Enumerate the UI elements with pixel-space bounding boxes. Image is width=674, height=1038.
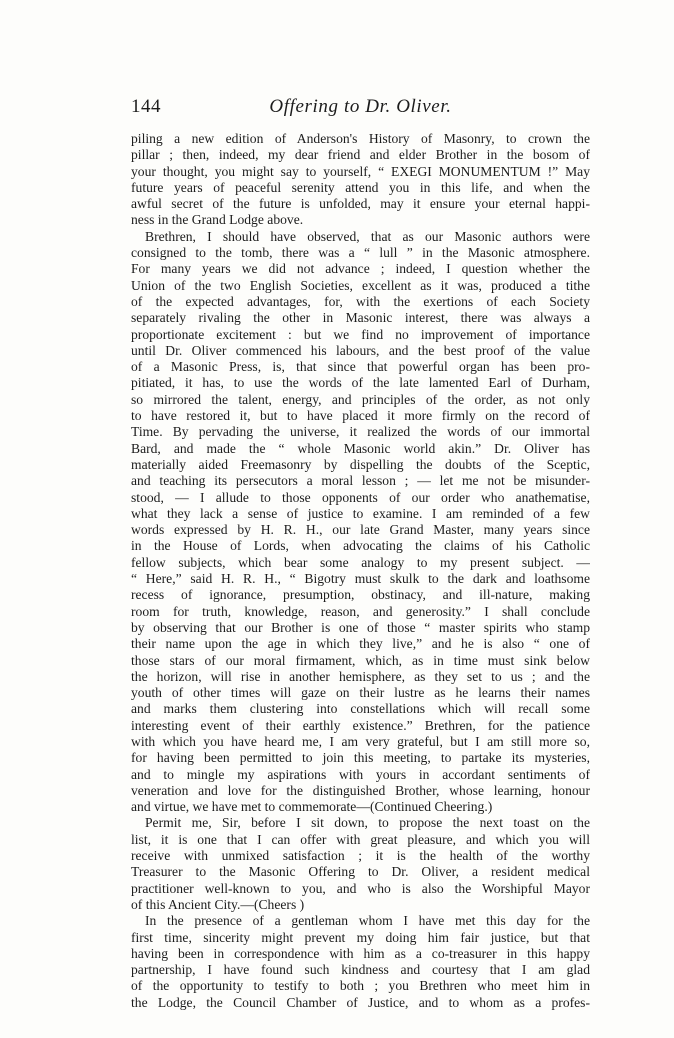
text-line: stood, — I allude to those opponents of our order who anathematise, [131,489,590,505]
text-line: Brethren, I should have observed, that as our Masonic authors were [145,228,590,244]
text-line: In the presence of a gentleman whom I have met this day for the [145,913,590,929]
body-text [131,131,590,1011]
text-line: the Lodge, the Council Chamber of Justice, and to whom as a profes- [131,994,590,1010]
text-line: awful secret of the future is unfolded, may it ensure your eternal happi- [131,196,590,212]
text-line: first time, sincerity might prevent my doing him fair justice, but that [131,929,590,945]
text-line: of the opportunity to testify to both ; you Brethren who meet him in [131,978,590,994]
text-line: the horizon, will rise in another hemisphere, as they set to us ; and the [131,668,590,684]
page-number: 144 [131,96,161,117]
text-line: and to mingle my aspirations with yours in accordant sentiments of [131,766,590,782]
text-line: their name upon the age in which they live,” and he is also “ one of [131,636,590,652]
text-line: Treasurer to the Masonic Offering to Dr. Oliver, a resident medical [131,864,590,880]
text-line: practitioner well-known to you, and who is also the Worshipful Mayor [131,880,590,896]
text-line: of this Ancient City.—(Cheers ) [131,896,305,912]
text-line: room for truth, knowledge, reason, and generosity.” I shall conclude [131,603,590,619]
text-line: for having been permitted to join this meeting, to partake its mysteries, [131,750,590,766]
text-line: future years of peaceful serenity attend you in this life, and when the [131,179,590,195]
text-line: and virtue, we have met to commemorate—(Continued Cheering.) [131,799,493,815]
text-line: interesting event of their earthly existence.” Brethren, for the patience [131,717,590,733]
text-line: consigned to the tomb, there was a “ lull ” in the Masonic atmosphere. [131,245,590,261]
text-line: Time. By pervading the universe, it realized the words of our immortal [131,424,590,440]
text-line: what they lack a sense of justice to examine. I am reminded of a few [131,505,590,521]
text-line: recess of ignorance, presumption, obstinacy, and ill-nature, making [131,587,590,603]
text-line: pillar ; then, indeed, my dear friend and elder Brother in the bosom of [131,147,590,163]
text-line: receive with unmixed satisfaction ; it is the health of the worthy [131,848,590,864]
text-line: youth of other times will gaze on their lustre as he learns their names [131,685,590,701]
text-line: separately rivaling the other in Masonic interest, there was always a [131,310,590,326]
text-line: your thought, you might say to yourself, “ EXEGI MONUMENTUM !” May [131,163,590,179]
text-line: until Dr. Oliver commenced his labours, and the best proof of the value [131,342,590,358]
text-line: veneration and love for the distinguished Brother, whose learning, honour [131,782,590,798]
text-line: fellow subjects, which bear some analogy to my present subject. — [131,554,590,570]
text-line: words expressed by H. R. H., our late Grand Master, many years since [131,522,590,538]
running-title: Offering to Dr. Oliver. [269,96,452,117]
text-line: having been in correspondence with him as a co-treasurer in this happy [131,945,590,961]
text-line: pitiated, it has, to use the words of the late lamented Earl of Durham, [131,375,590,391]
text-line: those stars of our moral firmament, which, as in time must sink below [131,652,590,668]
text-line: with which you have heard me, I am very grateful, but I am still more so, [131,733,590,749]
text-line: For many years we did not advance ; indeed, I question whether the [131,261,590,277]
running-head [131,96,590,124]
text-line: in the House of Lords, when advocating the claims of his Catholic [131,538,590,554]
text-line: so mirrored the talent, energy, and principles of the order, as not only [131,391,590,407]
text-line: of the expected advantages, for, with the exertions of each Society [131,293,590,309]
text-line: list, it is one that I can offer with great pleasure, and which you will [131,831,590,847]
text-line: ness in the Grand Lodge above. [131,212,304,228]
text-line: and teaching its persecutors a moral lesson ; — let me not be misunder- [131,473,590,489]
text-line: partnership, I have found such kindness and courtesy that I am glad [131,962,590,978]
text-line: Bard, and made the “ whole Masonic world akin.” Dr. Oliver has [131,440,590,456]
text-line: of a Masonic Press, is, that since that powerful organ has been pro- [131,359,590,375]
text-line: “ Here,” said H. R. H., “ Bigotry must skulk to the dark and loathsome [131,571,590,587]
text-line: Union of the two English Societies, excellent as it was, produced a tithe [131,277,590,293]
text-line: piling a new edition of Anderson's History of Masonry, to crown the [131,131,590,146]
text-line: to have restored it, but to have placed it more firmly on the record of [131,408,590,424]
text-line: proportionate excitement : but we find no improvement of importance [131,326,590,342]
text-line: materially aided Freemasonry by dispelling the doubts of the Sceptic, [131,456,590,472]
text-line: Permit me, Sir, before I sit down, to propose the next toast on the [145,815,590,831]
text-line: by observing that our Brother is one of those “ master spirits who stamp [131,619,590,635]
text-line: and marks them clustering into constellations which will recall some [131,701,590,717]
